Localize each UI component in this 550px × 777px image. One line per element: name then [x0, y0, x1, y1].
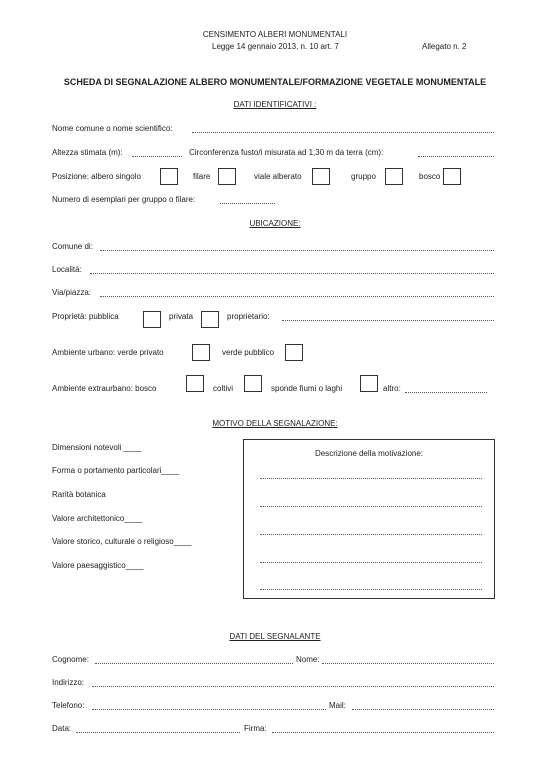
coltivi-checkbox[interactable] — [244, 375, 262, 392]
firma-field[interactable] — [272, 732, 494, 733]
ambiente-extraurbano-label: Ambiente extraurbano: bosco — [52, 384, 157, 393]
header-law-reference: Legge 14 gennaio 2013, n. 10 art. 7 — [212, 42, 339, 51]
altro-field[interactable] — [405, 392, 487, 393]
gruppo-label: gruppo — [351, 172, 376, 181]
sponde-label: sponde fiumi o laghi — [271, 384, 343, 393]
section-heading-ubicazione: UBICAZIONE: — [249, 219, 301, 228]
descrizione-motivazione-box[interactable] — [243, 439, 495, 599]
gruppo-checkbox[interactable] — [385, 168, 403, 185]
altezza-label: Altezza stimata (m): — [52, 148, 123, 157]
proprietario-field[interactable] — [282, 320, 494, 321]
bosco-extraurbano-checkbox[interactable] — [186, 375, 204, 392]
comune-label: Comune di: — [52, 242, 93, 251]
motivo-item[interactable]: Rarità botanica — [52, 490, 106, 499]
bosco-label: bosco — [419, 172, 441, 181]
numero-esemplari-label: Numero di esemplari per gruppo o filare: — [52, 195, 196, 204]
verde-pubblico-checkbox[interactable] — [285, 344, 303, 361]
nome-field[interactable] — [322, 663, 494, 664]
motivo-item[interactable]: Valore paesaggistico____ — [52, 561, 144, 570]
nome-scientifico-label: Nome comune o nome scientifico: — [52, 124, 173, 133]
circonferenza-field[interactable] — [418, 156, 494, 157]
privata-checkbox[interactable] — [201, 311, 219, 328]
indirizzo-field[interactable] — [92, 686, 494, 687]
motivo-item[interactable]: Dimensioni notevoli ____ — [52, 443, 142, 452]
proprieta-label: Proprietà: pubblica — [52, 312, 119, 321]
nome-scientifico-field[interactable] — [192, 132, 494, 133]
data-label: Data: — [52, 724, 72, 733]
ambiente-urbano-label: Ambiente urbano: verde privato — [52, 348, 164, 357]
data-field[interactable] — [76, 732, 240, 733]
pubblica-checkbox[interactable] — [143, 311, 161, 328]
comune-field[interactable] — [100, 250, 494, 251]
verde-pubblico-label: verde pubblico — [222, 348, 275, 357]
nome-label: Nome: — [296, 655, 320, 664]
descrizione-line[interactable] — [260, 478, 482, 479]
motivo-item[interactable]: Forma o portamento particolari____ — [52, 466, 180, 475]
descrizione-line[interactable] — [260, 534, 482, 535]
mail-label: Mail: — [329, 701, 346, 710]
motivo-item[interactable]: Valore storico, culturale o religioso____ — [52, 537, 192, 546]
descrizione-motivazione-label: Descrizione della motivazione: — [314, 449, 424, 458]
descrizione-line[interactable] — [260, 562, 482, 563]
indirizzo-label: Indirizzo: — [52, 678, 85, 687]
section-heading-identificativi: DATI IDENTIFICATIVI : — [233, 100, 317, 109]
numero-esemplari-field[interactable] — [220, 203, 275, 204]
firma-label: Firma: — [244, 724, 267, 733]
motivo-item[interactable]: Valore architettonico____ — [52, 514, 143, 523]
telefono-label: Telefono: — [52, 701, 85, 710]
header-census-title: CENSIMENTO ALBERI MONUMENTALI — [202, 30, 348, 39]
viale-label: viale alberato — [254, 172, 302, 181]
cognome-field[interactable] — [95, 663, 293, 664]
descrizione-line[interactable] — [260, 506, 482, 507]
mail-field[interactable] — [352, 709, 494, 710]
localita-field[interactable] — [90, 273, 494, 274]
via-label: Via/piazza: — [52, 288, 91, 297]
localita-label: Località: — [52, 265, 82, 274]
section-heading-segnalante: DATI DEL SEGNALANTE — [229, 632, 321, 641]
via-field[interactable] — [100, 296, 494, 297]
header-allegato: Allegato n. 2 — [422, 42, 467, 51]
viale-checkbox[interactable] — [312, 168, 330, 185]
filare-label: filare — [193, 172, 211, 181]
posizione-label: Posizione: albero singolo — [52, 172, 141, 181]
privata-label: privata — [169, 312, 194, 321]
cognome-label: Cognome: — [52, 655, 89, 664]
section-heading-motivo: MOTIVO DELLA SEGNALAZIONE: — [212, 419, 338, 428]
telefono-field[interactable] — [92, 709, 326, 710]
filare-checkbox[interactable] — [218, 168, 236, 185]
descrizione-line[interactable] — [260, 589, 482, 590]
proprietario-label: proprietario: — [227, 312, 270, 321]
bosco-checkbox[interactable] — [443, 168, 461, 185]
albero-singolo-checkbox[interactable] — [160, 168, 178, 185]
circonferenza-label: Circonferenza fusto/i misurata ad 1,30 m da terra (cm): — [189, 148, 384, 157]
sponde-checkbox[interactable] — [360, 375, 378, 392]
verde-privato-checkbox[interactable] — [192, 344, 210, 361]
coltivi-label: coltivi — [213, 384, 234, 393]
altezza-field[interactable] — [132, 156, 182, 157]
altro-label: altro: — [383, 384, 401, 393]
form-title: SCHEDA DI SEGNALAZIONE ALBERO MONUMENTALE/FORMAZIONE VEGETALE MONUMENTALE — [63, 77, 487, 87]
